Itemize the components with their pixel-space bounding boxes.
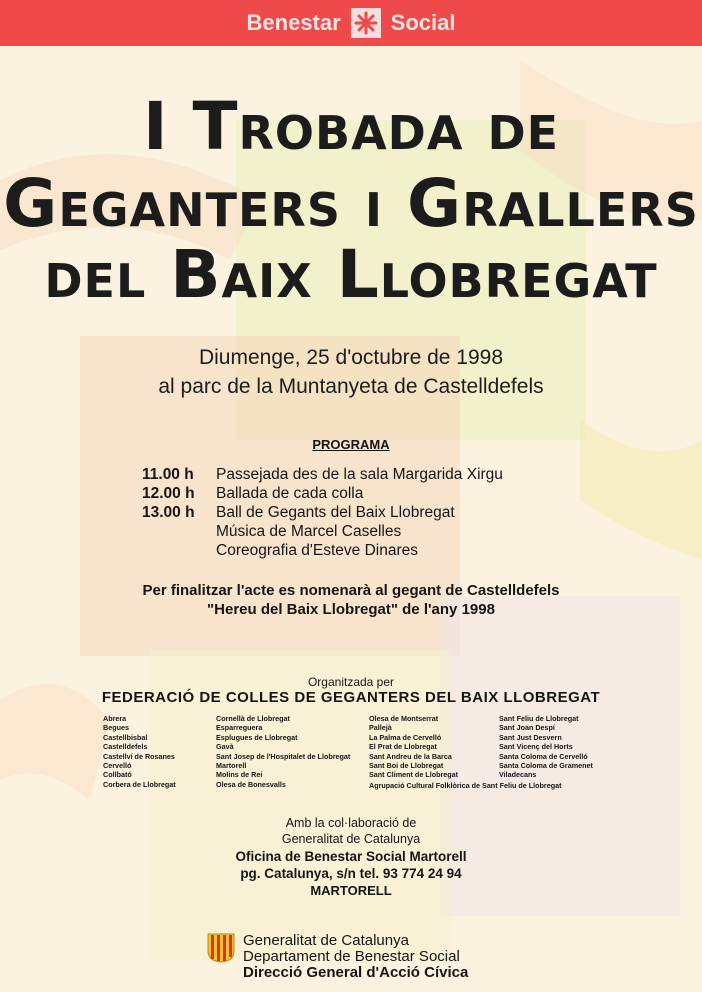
town-item: Sant Andreu de la Barca xyxy=(369,751,452,761)
town-item: El Prat de Llobregat xyxy=(369,742,437,752)
footer-line-2: Departament de Benestar Social xyxy=(243,948,460,965)
town-item: Martorell xyxy=(216,761,247,771)
catalan-flag-icon xyxy=(207,933,235,963)
town-item: Sant Josep de l'Hospitalet de Llobregat xyxy=(216,751,351,761)
programa-heading: PROGRAMA xyxy=(312,437,390,452)
towns-column-1 xyxy=(103,714,176,789)
programa-text: Passejada des de la sala Margarida Xirgu xyxy=(216,466,503,483)
town-item: Castellví de Rosanes xyxy=(103,751,175,761)
programa-item xyxy=(142,523,401,541)
town-item: Santa Coloma de Gramenet xyxy=(499,761,593,771)
programa-time: 12.00 h xyxy=(142,485,195,502)
towns-column-3 xyxy=(369,714,458,780)
programa-text: Ballada de cada colla xyxy=(216,485,364,502)
location-line: al parc de la Muntanyeta de Castelldefels xyxy=(158,375,544,398)
town-item: Abrera xyxy=(103,714,127,723)
programa-text: Coreografia d'Esteve Dinares xyxy=(216,542,418,559)
footer-line-1: Generalitat de Catalunya xyxy=(243,932,409,949)
town-item: Viladecans xyxy=(499,770,537,780)
programa-text: Ball de Gegants del Baix Llobregat xyxy=(216,504,455,521)
collaboration-entity: Generalitat de Catalunya xyxy=(281,832,421,846)
town-item: Begues xyxy=(103,723,129,733)
town-item: Molins de Rei xyxy=(216,770,263,780)
date-line: Diumenge, 25 d'octubre de 1998 xyxy=(198,346,504,369)
town-item: Castelldefels xyxy=(103,742,148,752)
town-item: Sant Vicenç del Horts xyxy=(499,742,573,752)
programa-item xyxy=(142,504,455,522)
town-item: Corbera de Llobregat xyxy=(103,779,176,789)
header-left-text: Benestar xyxy=(246,10,341,35)
star-icon xyxy=(351,8,381,38)
closing-line-1: Per finalitzar l'acte es nomenarà al gegant de Castelldefels xyxy=(142,582,560,599)
closing-line-2: "Hereu del Baix Llobregat" de l'any 1998 xyxy=(207,601,495,618)
town-item: Pallejà xyxy=(369,723,392,733)
programa-time: 13.00 h xyxy=(142,504,195,521)
title-line-3: del Baix Llobregat xyxy=(44,236,658,313)
programa-time: 11.00 h xyxy=(142,466,194,483)
title-line-1: I Trobada de xyxy=(142,88,560,165)
town-item: Olesa de Bonesvalls xyxy=(216,779,286,789)
federation-name: FEDERACIÓ DE COLLES DE GEGANTERS DEL BAIX LLOBREGAT xyxy=(101,689,601,706)
town-item: Santa Coloma de Cervelló xyxy=(499,751,588,761)
town-item: Sant Boi de Llobregat xyxy=(369,761,444,771)
town-item: La Palma de Cervelló xyxy=(369,732,442,742)
programa-item xyxy=(142,466,503,484)
programa-item xyxy=(142,485,363,503)
collaboration-city: MARTORELL xyxy=(310,883,392,898)
town-item: Castellbisbal xyxy=(103,732,148,742)
town-item: Sant Feliu de Llobregat xyxy=(499,714,579,723)
town-item-extra: Agrupació Cultural Folklòrica de Sant Feliu de Llobregat xyxy=(369,781,562,790)
town-item: Collbató xyxy=(103,770,132,780)
footer-line-3: Direcció General d'Acció Cívica xyxy=(243,964,469,981)
town-item: Gavà xyxy=(216,742,234,752)
town-item: Sant Climent de Llobregat xyxy=(369,770,459,780)
header-bar xyxy=(0,0,702,46)
title-line-2: Geganters i Grallers xyxy=(3,165,699,242)
header-right-text: Social xyxy=(390,10,456,35)
programa-item xyxy=(142,542,418,560)
towns-column-4 xyxy=(499,714,593,780)
collaboration-label: Amb la col·laboració de xyxy=(285,816,417,830)
programa-time xyxy=(142,542,216,560)
collaboration-address: pg. Catalunya, s/n tel. 93 774 24 94 xyxy=(240,866,462,881)
programa-text: Música de Marcel Caselles xyxy=(216,523,402,540)
town-item: Sant Joan Despí xyxy=(499,723,555,733)
towns-column-2 xyxy=(216,714,350,789)
programa-time xyxy=(142,523,216,541)
town-item: Cervelló xyxy=(103,761,132,771)
organizer-label: Organitzada per xyxy=(307,675,395,689)
town-item: Olesa de Montserrat xyxy=(369,714,439,723)
collaboration-office: Oficina de Benestar Social Martorell xyxy=(235,849,467,864)
town-item: Cornellà de Llobregat xyxy=(216,714,290,723)
town-item: Esplugues de Llobregat xyxy=(216,732,298,742)
town-item: Sant Just Desvern xyxy=(499,732,562,742)
town-item: Esparreguera xyxy=(216,723,263,733)
